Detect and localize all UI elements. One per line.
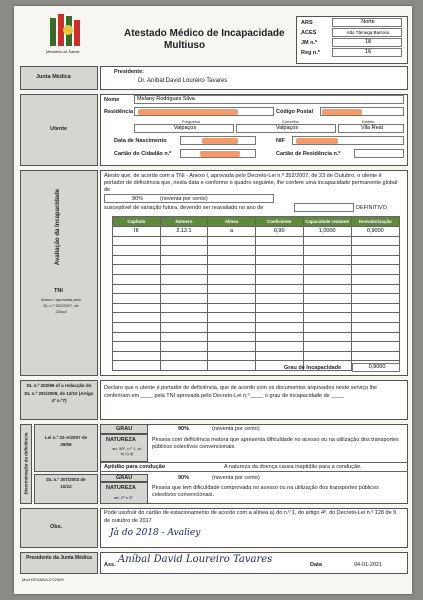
table-cell bbox=[160, 351, 208, 361]
table-cell bbox=[113, 303, 161, 313]
table-row bbox=[113, 255, 400, 265]
table-cell bbox=[255, 322, 303, 332]
table-cell bbox=[208, 246, 255, 256]
redacted-postcode bbox=[322, 109, 362, 115]
reg-label: Reg n.º bbox=[301, 50, 320, 56]
table-cell bbox=[113, 246, 161, 256]
tni-text: Anexo I aprovada pelo DL n.º 352/2007, de 23/out bbox=[40, 297, 82, 314]
grau-field: 0,9000 bbox=[352, 363, 400, 372]
discriminacao-vertical-label: Discriminação da deficiência bbox=[23, 432, 29, 495]
table-cell bbox=[255, 332, 303, 342]
obs-handwritten-note: Jà do 2018 - Avaliey bbox=[110, 528, 201, 538]
declaracao-left-label: DL n.º 202/96 of a redacção do DL n.º 291/2009, de 12/10 (Artigo 4º n.º7) bbox=[24, 383, 94, 403]
table-row bbox=[113, 351, 400, 361]
footer-president-label: Presidente da Junta Médica bbox=[26, 555, 92, 561]
col-capitulo: Capítulo bbox=[113, 217, 161, 227]
table-cell bbox=[208, 322, 255, 332]
aces-label: ACES bbox=[301, 30, 317, 36]
table-cell bbox=[303, 284, 351, 294]
table-cell bbox=[113, 342, 161, 352]
table-row bbox=[113, 332, 400, 342]
tni-title: TNI bbox=[54, 288, 63, 294]
declaracao-text: Declaro que o utente é portador de deficiência, que de acordo com os documentos arquivados neste serviço lhe conferiram em ____ pela TNI aprovada pelo Decreto-Lei n.º ____ o grau de incapacidade de ____ bbox=[104, 385, 378, 399]
nome-field: Melany Rodrigues Silva bbox=[134, 95, 404, 104]
table-cell bbox=[113, 255, 161, 265]
grau1-value: 90% bbox=[178, 426, 190, 432]
data-value: 04-01-2021 bbox=[354, 562, 383, 568]
table-cell bbox=[303, 265, 351, 275]
reg-field: 16 bbox=[332, 48, 402, 57]
redacted-nif bbox=[296, 138, 338, 144]
avaliacao-statement: Atesto que, de acordo com a TNI - Anexo I, aprovada pelo Decreto-Lei n.º 352/2007, de 23 de Outubro, o utente é portador de deficiência que, nesta data e conforme o quadro seguinte, lhe confere uma incapacidade permanente global de bbox=[104, 173, 398, 193]
table-cell bbox=[208, 236, 255, 246]
percent-words: (noventa por cento) bbox=[160, 196, 208, 202]
table-cell bbox=[351, 322, 399, 332]
table-cell bbox=[351, 351, 399, 361]
nome-label: Nome bbox=[104, 97, 120, 103]
cell-numero: 2.12.1 bbox=[160, 227, 208, 237]
dl-label: DL n.º 307/2003 de 10/12 bbox=[46, 477, 86, 489]
table-cell bbox=[208, 274, 255, 284]
table-cell bbox=[303, 313, 351, 323]
col-numero: Número bbox=[160, 217, 208, 227]
residencia-label: Residência bbox=[104, 109, 134, 115]
table-cell bbox=[255, 342, 303, 352]
ars-field: Norte bbox=[332, 18, 402, 27]
reavaliacao-field bbox=[294, 203, 354, 212]
col-coeficiente: Coeficiente bbox=[255, 217, 303, 227]
table-cell bbox=[351, 294, 399, 304]
table-cell bbox=[208, 294, 255, 304]
ministry-logo bbox=[48, 12, 88, 56]
cartao-residencia-field bbox=[354, 149, 404, 158]
table-row bbox=[113, 294, 400, 304]
cartao-residencia-label: Cartão de Residência n.º bbox=[276, 151, 341, 157]
table-cell bbox=[303, 255, 351, 265]
table-row bbox=[113, 265, 400, 275]
table-cell bbox=[160, 313, 208, 323]
distrito-label: Distrito bbox=[362, 119, 375, 124]
table-cell bbox=[255, 294, 303, 304]
table-cell bbox=[255, 274, 303, 284]
table-row bbox=[113, 342, 400, 352]
col-desvalorizacao: Desvalorização bbox=[351, 217, 399, 227]
table-cell bbox=[208, 265, 255, 275]
ars-label: ARS bbox=[301, 20, 313, 26]
utente-label: Utente bbox=[50, 126, 68, 132]
reavaliacao-text: susceptível de variação futura, devendo ser reavaliado no ano de bbox=[104, 205, 264, 211]
obs-text: Pode usufruir do cartão de estacionamento de acordo com a alínea a) do n.º 1, do artigo 4º, do Decreto-Lei n.º 128 de 9 de outubro de 2017 bbox=[104, 510, 397, 524]
table-cell bbox=[160, 265, 208, 275]
concelho-field: Valpaços bbox=[236, 124, 336, 133]
nif-label: NIF bbox=[276, 138, 285, 144]
table-cell bbox=[255, 313, 303, 323]
table-cell bbox=[113, 322, 161, 332]
nascimento-label: Data de Nascimento bbox=[114, 138, 167, 144]
table-cell bbox=[303, 294, 351, 304]
aptidao-text: A natureza da doença causa inaptidão para a condução. bbox=[224, 464, 362, 470]
table-cell bbox=[255, 246, 303, 256]
certificate-sheet bbox=[14, 6, 412, 594]
table-cell bbox=[160, 274, 208, 284]
table-cell bbox=[113, 361, 161, 371]
grau2-value: 90% bbox=[178, 475, 190, 481]
table-cell bbox=[208, 284, 255, 294]
definitivo-value: DEFINITIVO bbox=[356, 205, 387, 211]
table-row bbox=[113, 284, 400, 294]
table-cell bbox=[160, 284, 208, 294]
cell-alinea: a bbox=[208, 227, 255, 237]
table-cell bbox=[303, 236, 351, 246]
table-row bbox=[113, 313, 400, 323]
redacted-address bbox=[138, 109, 238, 115]
table-cell bbox=[351, 255, 399, 265]
grau2-words: (noventa por cento) bbox=[212, 475, 260, 481]
cell-desvalorizacao: 0,9000 bbox=[351, 227, 399, 237]
table-cell bbox=[208, 332, 255, 342]
table-row bbox=[113, 322, 400, 332]
table-cell bbox=[113, 332, 161, 342]
table-cell bbox=[303, 342, 351, 352]
percent-value: 90% bbox=[132, 196, 144, 202]
table-cell bbox=[113, 294, 161, 304]
grau2-label: GRAU bbox=[116, 475, 133, 481]
table-row bbox=[113, 236, 400, 246]
concelho-label: Concelho bbox=[282, 119, 299, 124]
table-cell bbox=[351, 303, 399, 313]
table-cell bbox=[208, 313, 255, 323]
table-cell bbox=[303, 351, 351, 361]
table-cell bbox=[303, 322, 351, 332]
natureza1-text: Pessoa com deficiência motora que apresenta dificuldade no acesso ou na utilização dos transportes públicos colectivos convencionais. bbox=[152, 437, 399, 450]
president-signature: Aníbal David Loureiro Tavares bbox=[118, 554, 273, 565]
cc-label: Cartão do Cidadão n.º bbox=[114, 151, 172, 157]
avaliacao-vertical-label: Avaliação da Incapacidade bbox=[55, 188, 61, 266]
natureza2-art: art. 2º e 3º bbox=[114, 495, 133, 500]
table-cell bbox=[113, 351, 161, 361]
table-cell bbox=[160, 303, 208, 313]
codigo-postal-label: Código Postal bbox=[276, 109, 313, 115]
document-title-line2: Multiuso bbox=[164, 40, 206, 51]
lei-label-box bbox=[34, 424, 98, 472]
table-cell bbox=[160, 332, 208, 342]
table-row bbox=[113, 246, 400, 256]
table-cell bbox=[160, 255, 208, 265]
table-cell bbox=[351, 274, 399, 284]
table-cell bbox=[160, 322, 208, 332]
table-cell bbox=[113, 284, 161, 294]
table-cell bbox=[351, 332, 399, 342]
president-name: Dr. Aníbal David Loureiro Tavares bbox=[138, 78, 228, 84]
table-cell bbox=[208, 342, 255, 352]
table-cell bbox=[351, 284, 399, 294]
table-cell bbox=[160, 246, 208, 256]
table-row bbox=[113, 303, 400, 313]
aptidao-label: Aptidão para condução bbox=[104, 464, 166, 470]
table-cell bbox=[160, 361, 208, 371]
col-alinea: Alínea bbox=[208, 217, 255, 227]
col-capacidade: Capacidade restante bbox=[303, 217, 351, 227]
table-cell bbox=[255, 265, 303, 275]
table-cell bbox=[113, 236, 161, 246]
cell-coeficiente: 0,90 bbox=[255, 227, 303, 237]
document-title-line1: Atestado Médico de Incapacidade bbox=[124, 28, 285, 39]
jm-label: JM n.º bbox=[301, 40, 318, 46]
table-cell bbox=[303, 303, 351, 313]
grau1-words: (noventa por cento) bbox=[212, 426, 260, 432]
incapacity-table bbox=[112, 216, 400, 371]
table-cell bbox=[303, 274, 351, 284]
natureza1-art: art. 50º, n.º 1, al. b) c) d) bbox=[112, 446, 142, 456]
freguesia-field: Valpaços bbox=[134, 124, 234, 133]
freguesia-label: Freguesia bbox=[182, 119, 200, 124]
table-cell bbox=[208, 351, 255, 361]
table-cell bbox=[255, 284, 303, 294]
cell-capitulo: III bbox=[113, 227, 161, 237]
table-row bbox=[113, 227, 400, 237]
table-cell bbox=[351, 342, 399, 352]
cell-capacidade: 1,0000 bbox=[303, 227, 351, 237]
redacted-cc bbox=[200, 151, 240, 157]
jm-field: 18 bbox=[332, 38, 402, 47]
empty-rows bbox=[113, 236, 400, 370]
table-header-row bbox=[113, 217, 400, 227]
ministry-name: Ministério da Saúde bbox=[46, 50, 80, 54]
table-cell bbox=[160, 294, 208, 304]
natureza2-text: Pessoa que tem dificuldade comprovada no acesso ou na utilização dos transportes públicos colectivos convencionais. bbox=[152, 485, 379, 498]
table-cell bbox=[113, 313, 161, 323]
table-cell bbox=[208, 361, 255, 371]
natureza2-label: NATUREZA bbox=[106, 485, 136, 491]
table-cell bbox=[113, 265, 161, 275]
grau1-label: GRAU bbox=[116, 426, 133, 432]
distrito-field: Vila Real bbox=[338, 124, 404, 133]
president-label: Presidente: bbox=[114, 69, 144, 75]
table-cell bbox=[351, 265, 399, 275]
table-cell bbox=[113, 274, 161, 284]
redacted-birthdate bbox=[202, 138, 238, 144]
aces-field: Alto Tâmega Barroso bbox=[332, 28, 402, 37]
table-cell bbox=[208, 303, 255, 313]
data-label: Data bbox=[310, 562, 322, 568]
table-cell bbox=[160, 236, 208, 246]
table-cell bbox=[303, 246, 351, 256]
grau-label: Grau de Incapacidade bbox=[284, 365, 342, 371]
table-cell bbox=[255, 255, 303, 265]
ass-label: Ass. bbox=[104, 562, 116, 568]
lei-label: Lei n.º 22-A/2007 de 29/06 bbox=[44, 435, 88, 447]
table-cell bbox=[351, 313, 399, 323]
table-cell bbox=[255, 303, 303, 313]
obs-label: Obs. bbox=[50, 524, 63, 530]
table-row bbox=[113, 274, 400, 284]
table-cell bbox=[303, 332, 351, 342]
mod-code: Mod DGSADA-07/2009 bbox=[22, 577, 64, 582]
table-cell bbox=[351, 246, 399, 256]
table-cell bbox=[255, 351, 303, 361]
table-cell bbox=[255, 236, 303, 246]
table-cell bbox=[351, 236, 399, 246]
natureza1-label: NATUREZA bbox=[106, 437, 136, 443]
table-cell bbox=[208, 255, 255, 265]
junta-medica-label: Junta Médica bbox=[36, 74, 71, 80]
table-cell bbox=[160, 342, 208, 352]
